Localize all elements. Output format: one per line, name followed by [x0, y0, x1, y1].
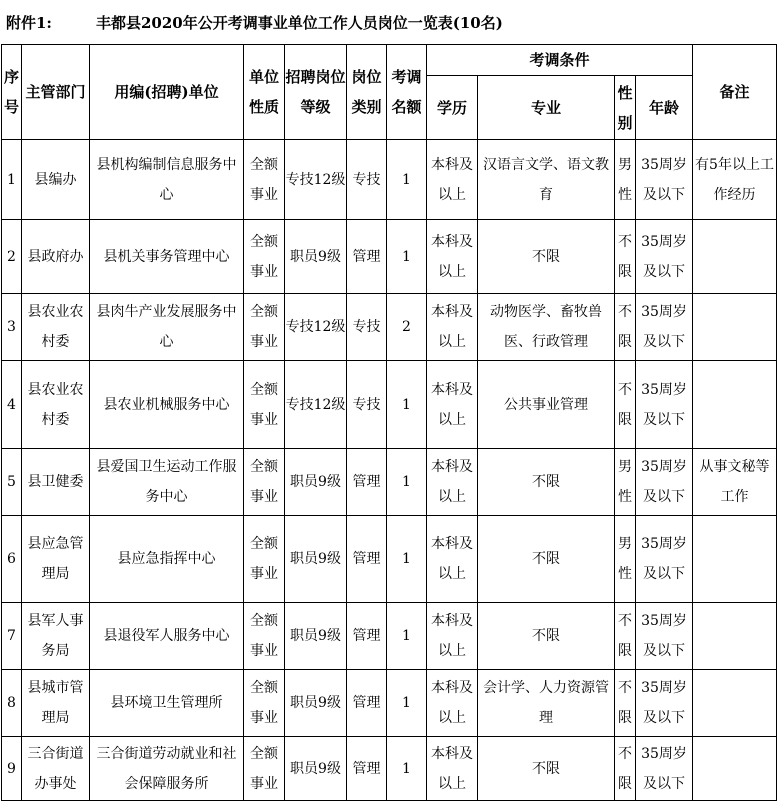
cell-grade: 职员9级 — [285, 670, 347, 737]
cell-category: 管理 — [347, 516, 387, 603]
cell-gender: 不限 — [615, 220, 636, 294]
cell-quota: 2 — [387, 294, 427, 361]
cell-nature: 全额事业 — [244, 220, 285, 294]
header-education: 学历 — [427, 76, 478, 140]
cell-category: 管理 — [347, 220, 387, 294]
header-grade: 招聘岗位等级 — [285, 45, 347, 140]
cell-major: 汉语言文学、语文教育 — [478, 140, 615, 220]
cell-department: 县应急管理局 — [22, 516, 90, 603]
cell-quota: 1 — [387, 220, 427, 294]
cell-department: 县农业农村委 — [22, 294, 90, 361]
cell-unit: 县机关事务管理中心 — [90, 220, 244, 294]
cell-grade: 职员9级 — [285, 449, 347, 516]
header-age: 年龄 — [636, 76, 693, 140]
cell-category: 管理 — [347, 737, 387, 801]
cell-remark — [693, 361, 777, 449]
cell-major: 动物医学、畜牧兽医、行政管理 — [478, 294, 615, 361]
attachment-label: 附件1: — [6, 14, 52, 32]
cell-education: 本科及以上 — [427, 516, 478, 603]
cell-category: 管理 — [347, 603, 387, 670]
cell-quota: 1 — [387, 737, 427, 801]
cell-category: 管理 — [347, 670, 387, 737]
cell-gender: 男性 — [615, 140, 636, 220]
cell-major: 不限 — [478, 449, 615, 516]
cell-remark: 有5年以上工作经历 — [693, 140, 777, 220]
cell-age: 35周岁及以下 — [636, 140, 693, 220]
cell-grade: 专技12级 — [285, 294, 347, 361]
cell-age: 35周岁及以下 — [636, 220, 693, 294]
header-department: 主管部门 — [22, 45, 90, 140]
table-header — [2, 45, 777, 140]
cell-major: 不限 — [478, 220, 615, 294]
cell-age: 35周岁及以下 — [636, 603, 693, 670]
header-gender: 性别 — [615, 76, 636, 140]
cell-unit: 县退役军人服务中心 — [90, 603, 244, 670]
cell-nature: 全额事业 — [244, 361, 285, 449]
cell-gender: 男性 — [615, 449, 636, 516]
cell-nature: 全额事业 — [244, 294, 285, 361]
cell-education: 本科及以上 — [427, 603, 478, 670]
cell-gender: 男性 — [615, 516, 636, 603]
header-quota: 考调名额 — [387, 45, 427, 140]
cell-nature: 全额事业 — [244, 670, 285, 737]
positions-table — [1, 44, 777, 801]
header-conditions: 考调条件 — [427, 45, 693, 76]
table-row — [2, 737, 777, 801]
cell-category: 管理 — [347, 449, 387, 516]
cell-unit: 县农业机械服务中心 — [90, 361, 244, 449]
cell-department: 县军人事务局 — [22, 603, 90, 670]
header-category: 岗位类别 — [347, 45, 387, 140]
table-row — [2, 670, 777, 737]
cell-education: 本科及以上 — [427, 361, 478, 449]
cell-gender: 不限 — [615, 670, 636, 737]
cell-age: 35周岁及以下 — [636, 449, 693, 516]
cell-seq: 6 — [2, 516, 22, 603]
cell-age: 35周岁及以下 — [636, 294, 693, 361]
cell-nature: 全额事业 — [244, 516, 285, 603]
cell-quota: 1 — [387, 603, 427, 670]
cell-seq: 3 — [2, 294, 22, 361]
cell-nature: 全额事业 — [244, 737, 285, 801]
header-remark: 备注 — [693, 45, 777, 140]
cell-grade: 职员9级 — [285, 737, 347, 801]
cell-nature: 全额事业 — [244, 449, 285, 516]
cell-education: 本科及以上 — [427, 140, 478, 220]
cell-quota: 1 — [387, 516, 427, 603]
cell-seq: 4 — [2, 361, 22, 449]
cell-education: 本科及以上 — [427, 220, 478, 294]
cell-remark — [693, 516, 777, 603]
header-seq: 序号 — [2, 45, 22, 140]
cell-age: 35周岁及以下 — [636, 361, 693, 449]
cell-seq: 5 — [2, 449, 22, 516]
cell-department: 县编办 — [22, 140, 90, 220]
cell-quota: 1 — [387, 361, 427, 449]
cell-major: 不限 — [478, 516, 615, 603]
cell-unit: 三合街道劳动就业和社会保障服务所 — [90, 737, 244, 801]
cell-major: 不限 — [478, 603, 615, 670]
table-row — [2, 449, 777, 516]
cell-unit: 县应急指挥中心 — [90, 516, 244, 603]
cell-nature: 全额事业 — [244, 603, 285, 670]
cell-remark — [693, 220, 777, 294]
cell-category: 专技 — [347, 140, 387, 220]
cell-department: 县政府办 — [22, 220, 90, 294]
table-body — [2, 140, 777, 801]
cell-quota: 1 — [387, 670, 427, 737]
document-title: 丰都县2020年公开考调事业单位工作人员岗位一览表(10名) — [96, 14, 503, 32]
cell-gender: 不限 — [615, 294, 636, 361]
cell-age: 35周岁及以下 — [636, 670, 693, 737]
table-row — [2, 220, 777, 294]
cell-grade: 专技12级 — [285, 140, 347, 220]
cell-category: 专技 — [347, 361, 387, 449]
cell-major: 会计学、人力资源管理 — [478, 670, 615, 737]
cell-gender: 不限 — [615, 737, 636, 801]
cell-remark — [693, 737, 777, 801]
cell-quota: 1 — [387, 449, 427, 516]
cell-category: 专技 — [347, 294, 387, 361]
cell-department: 三合街道办事处 — [22, 737, 90, 801]
cell-remark — [693, 670, 777, 737]
cell-grade: 职员9级 — [285, 220, 347, 294]
document-heading — [0, 0, 777, 44]
cell-remark — [693, 294, 777, 361]
table-row — [2, 361, 777, 449]
cell-seq: 1 — [2, 140, 22, 220]
cell-unit: 县机构编制信息服务中心 — [90, 140, 244, 220]
cell-age: 35周岁及以下 — [636, 516, 693, 603]
cell-seq: 8 — [2, 670, 22, 737]
cell-grade: 职员9级 — [285, 603, 347, 670]
cell-unit: 县肉牛产业发展服务中心 — [90, 294, 244, 361]
cell-remark — [693, 603, 777, 670]
table-row — [2, 140, 777, 220]
cell-department: 县城市管理局 — [22, 670, 90, 737]
cell-education: 本科及以上 — [427, 737, 478, 801]
cell-education: 本科及以上 — [427, 449, 478, 516]
header-unit: 用编(招聘)单位 — [90, 45, 244, 140]
header-nature: 单位性质 — [244, 45, 285, 140]
cell-quota: 1 — [387, 140, 427, 220]
cell-age: 35周岁及以下 — [636, 737, 693, 801]
cell-education: 本科及以上 — [427, 294, 478, 361]
cell-seq: 7 — [2, 603, 22, 670]
cell-major: 不限 — [478, 737, 615, 801]
cell-unit: 县爱国卫生运动工作服务中心 — [90, 449, 244, 516]
cell-grade: 职员9级 — [285, 516, 347, 603]
table-row — [2, 516, 777, 603]
cell-seq: 9 — [2, 737, 22, 801]
table-row — [2, 294, 777, 361]
cell-department: 县卫健委 — [22, 449, 90, 516]
cell-seq: 2 — [2, 220, 22, 294]
table-row — [2, 603, 777, 670]
cell-gender: 不限 — [615, 603, 636, 670]
cell-gender: 不限 — [615, 361, 636, 449]
cell-nature: 全额事业 — [244, 140, 285, 220]
cell-department: 县农业农村委 — [22, 361, 90, 449]
cell-major: 公共事业管理 — [478, 361, 615, 449]
cell-unit: 县环境卫生管理所 — [90, 670, 244, 737]
cell-grade: 专技12级 — [285, 361, 347, 449]
header-major: 专业 — [478, 76, 615, 140]
cell-education: 本科及以上 — [427, 670, 478, 737]
cell-remark: 从事文秘等工作 — [693, 449, 777, 516]
